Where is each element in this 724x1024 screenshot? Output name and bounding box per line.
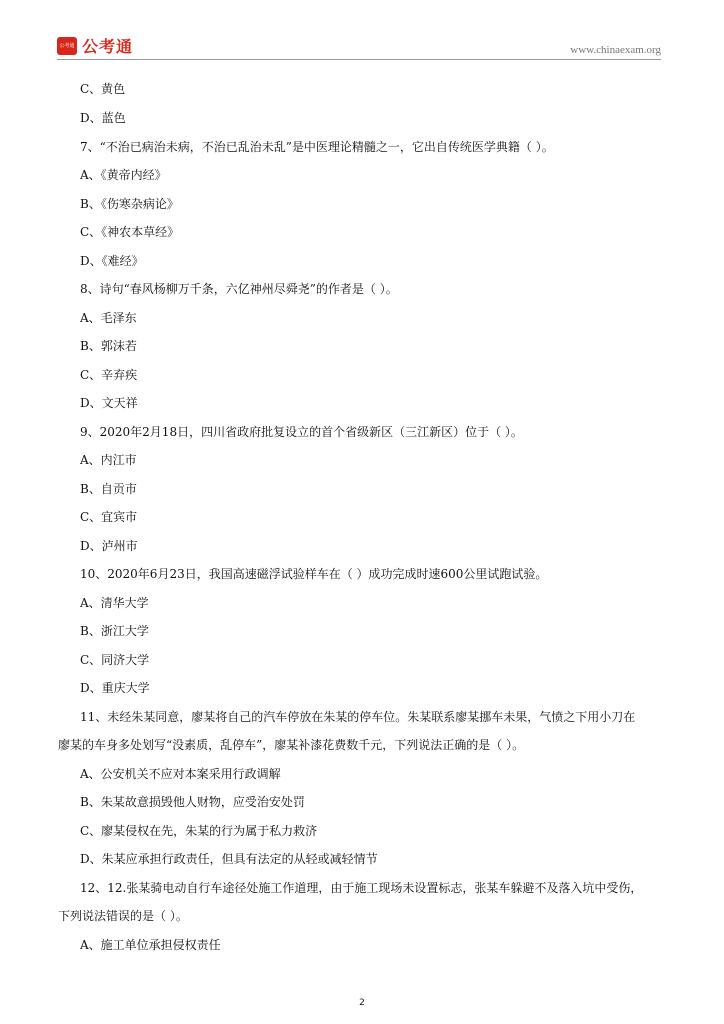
site-url: www.chinaexam.org (570, 44, 661, 56)
option-line: A、公安机关不应对本案采用行政调解 (80, 767, 281, 781)
option-line: A、《黄帝内经》 (80, 168, 167, 182)
option-line: B、自贡市 (80, 482, 137, 496)
question-line: 9、2020年2月18日，四川省政府批复设立的首个省级新区（三江新区）位于（ ）。 (80, 425, 523, 439)
option-line: B、郭沫若 (80, 339, 137, 353)
text-line: C、黄色 (80, 82, 126, 96)
option-line: B、朱某故意损毁他人财物，应受治安处罚 (80, 795, 305, 809)
option-line: C、同济大学 (80, 653, 150, 667)
question-line-continued: 下列说法错误的是（ ）。 (58, 909, 188, 923)
option-line: D、重庆大学 (80, 681, 150, 695)
question-line: 12、12.张某骑电动自行车途径处施工作道理，由于施工现场未设置标志，张某车躲避不及落入坑中受伤， (80, 881, 643, 895)
page-header (57, 34, 661, 60)
option-line: D、文天祥 (80, 396, 138, 410)
option-line: A、施工单位承担侵权责任 (80, 938, 221, 952)
logo (57, 34, 133, 57)
logo-badge-icon: 公考通 (57, 37, 77, 55)
option-line: C、廖某侵权在先，朱某的行为属于私力救济 (80, 824, 318, 838)
option-line: A、毛泽东 (80, 311, 137, 325)
question-line: 10、2020年6月23日，我国高速磁浮试验样车在（ ）成功完成时速600公里试跑试验。 (80, 567, 548, 581)
option-line: B、浙江大学 (80, 624, 149, 638)
option-line: D、朱某应承担行政责任，但具有法定的从轻或减轻情节 (80, 852, 378, 866)
option-line: D、《难经》 (80, 254, 144, 268)
option-line: A、清华大学 (80, 596, 149, 610)
option-line: D、泸州市 (80, 539, 138, 553)
header-divider (57, 59, 661, 60)
option-line: C、《神农本草经》 (80, 225, 180, 239)
option-line: C、宜宾市 (80, 510, 138, 524)
question-line: 11、未经朱某同意，廖某将自己的汽车停放在朱某的停车位。朱某联系廖某挪车未果，气愤之下用小刀在 (80, 710, 636, 724)
page-number: 2 (359, 998, 365, 1008)
option-line: C、辛弃疾 (80, 368, 138, 382)
question-line-continued: 廖某的车身多处划写“没素质，乱停车”，廖某补漆花费数千元，下列说法正确的是（ ）。 (58, 738, 525, 752)
option-line: A、内江市 (80, 453, 137, 467)
question-line: 8、诗句“春风杨柳万千条，六亿神州尽舜尧”的作者是（ ）。 (80, 282, 398, 296)
logo-text: 公考通 (82, 37, 134, 56)
option-line: B、《伤寒杂病论》 (80, 197, 179, 211)
text-line: D、蓝色 (80, 111, 126, 125)
question-line: 7、“不治已病治未病，不治已乱治未乱”是中医理论精髓之一，它出自传统医学典籍（ ）。 (80, 140, 554, 154)
